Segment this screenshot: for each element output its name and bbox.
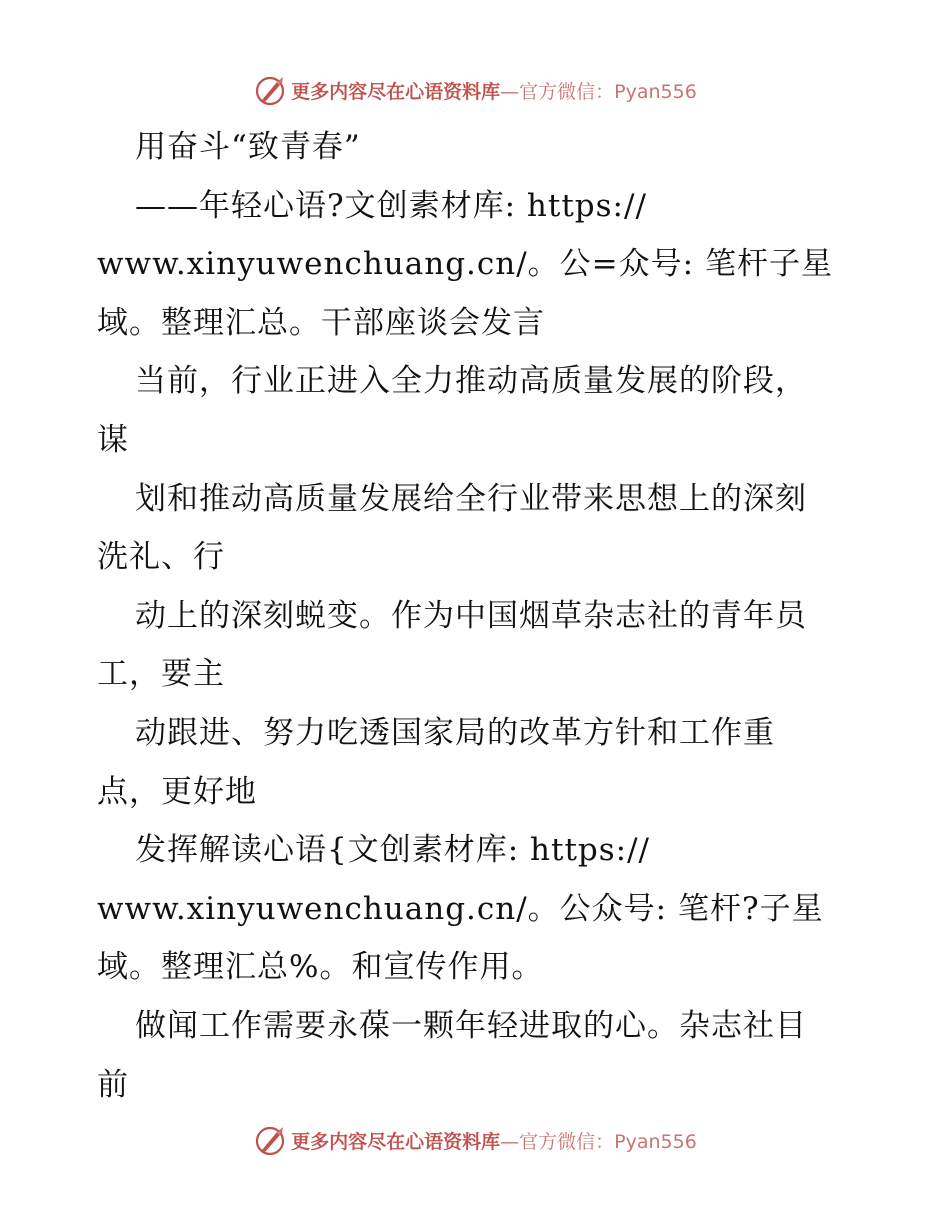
document-body [97,118,887,1114]
quill-pen-circle-icon [253,73,287,107]
watermark-text: 更多内容尽在心语资料库—官方微信：Pyan556 [291,80,697,103]
text-line: 当前，行业正进入全力推动高质量发展的阶段， [135,363,807,400]
text-line: 划和推动高质量发展给全行业带来思想上的深刻 [135,480,807,517]
text-line: ——年轻心语?文创素材库: https:// [135,187,647,224]
text-line: www.xinyuwenchuang.cn/。公众号: 笔杆?子星 [97,890,824,927]
text-line: www.xinyuwenchuang.cn/。公=众号: 笔杆子星 [97,246,833,283]
footer-watermark [0,1120,950,1160]
watermark-text: 更多内容尽在心语资料库—官方微信：Pyan556 [291,1130,697,1153]
text-line: 前 [97,1066,129,1103]
text-line: 做闻工作需要永葆一颗年轻进取的心。杂志社目 [135,1007,807,1044]
header-watermark [0,70,950,110]
text-line: 工，要主 [97,656,225,693]
text-line: 谋 [97,421,129,458]
text-line: 域。整理汇总%。和宣传作用。 [97,949,544,986]
text-line: 洗礼、行 [97,539,225,576]
quill-pen-circle-icon [253,1123,287,1157]
text-line: 域。整理汇总。干部座谈会发言 [97,304,545,341]
text-line: 动跟进、努力吃透国家局的改革方针和工作重 [135,714,775,751]
text-line: 用奋斗“致青春” [135,129,361,165]
text-line: 发挥解读心语{文创素材库: https:// [135,832,650,869]
text-line: 动上的深刻蜕变。作为中国烟草杂志社的青年员 [135,597,807,634]
text-line: 点，更好地 [97,773,257,810]
